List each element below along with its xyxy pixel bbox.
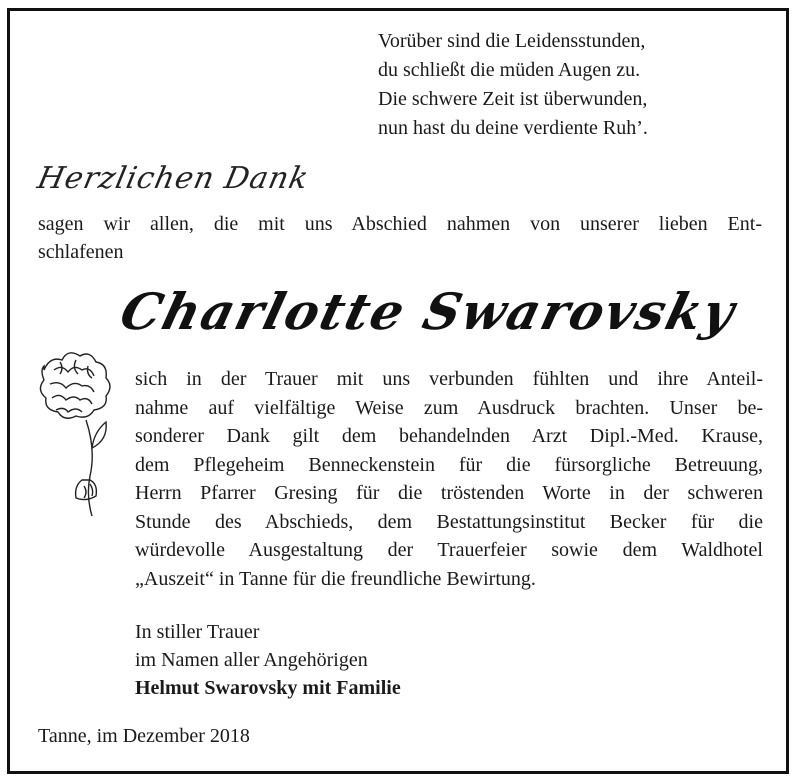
signature-line: im Namen aller Angehörigen (135, 649, 368, 671)
thanks-heading: Herzlichen Dank (34, 161, 313, 196)
carnation-flower-icon (26, 330, 126, 530)
place-date: Tanne, im Dezember 2018 (38, 725, 250, 747)
body-line: nahme auf vielfältige Weise zum Ausdruck brachten. Unser be- (135, 396, 763, 419)
poem (378, 27, 648, 143)
poem-line: du schließt die müden Augen zu. (378, 59, 641, 81)
body-line: Herrn Pfarrer Gresing für die tröstenden Worte in der schweren (135, 482, 763, 504)
body-line: sonderer Dank gilt dem behandelnden Arzt Dipl.-Med. Krause, (135, 425, 763, 447)
poem-line: nun hast du deine verdiente Ruh’. (378, 117, 648, 139)
signature-line: In stiller Trauer (135, 621, 260, 643)
body-line: dem Pflegeheim Benneckenstein für die fürsorgliche Betreuung, (135, 453, 763, 476)
body-line: Stunde des Abschieds, dem Bestattungsinstitut Becker für die (135, 510, 763, 533)
body-line: „Auszeit“ in Tanne für die freundliche Bewirtung. (135, 567, 536, 590)
signature-block (135, 618, 401, 702)
poem-line: Die schwere Zeit ist überwunden, (378, 88, 648, 110)
intro-line: sagen wir allen, die mit uns Abschied nahmen von unserer lieben Ent- (38, 213, 762, 235)
intro-line: schlafenen (38, 241, 124, 263)
body-line: sich in der Trauer mit uns verbunden fühlten und ihre Anteil- (135, 368, 763, 390)
poem-line: Vorüber sind die Leidensstunden, (378, 30, 646, 52)
body-text (135, 365, 763, 593)
body-line: würdevolle Ausgestaltung der Trauerfeier sowie dem Waldhotel (135, 539, 763, 561)
signature-family: Helmut Swarovsky mit Familie (135, 677, 401, 699)
intro-text (38, 210, 762, 266)
deceased-name: Charlotte Swarovsky (114, 282, 743, 341)
